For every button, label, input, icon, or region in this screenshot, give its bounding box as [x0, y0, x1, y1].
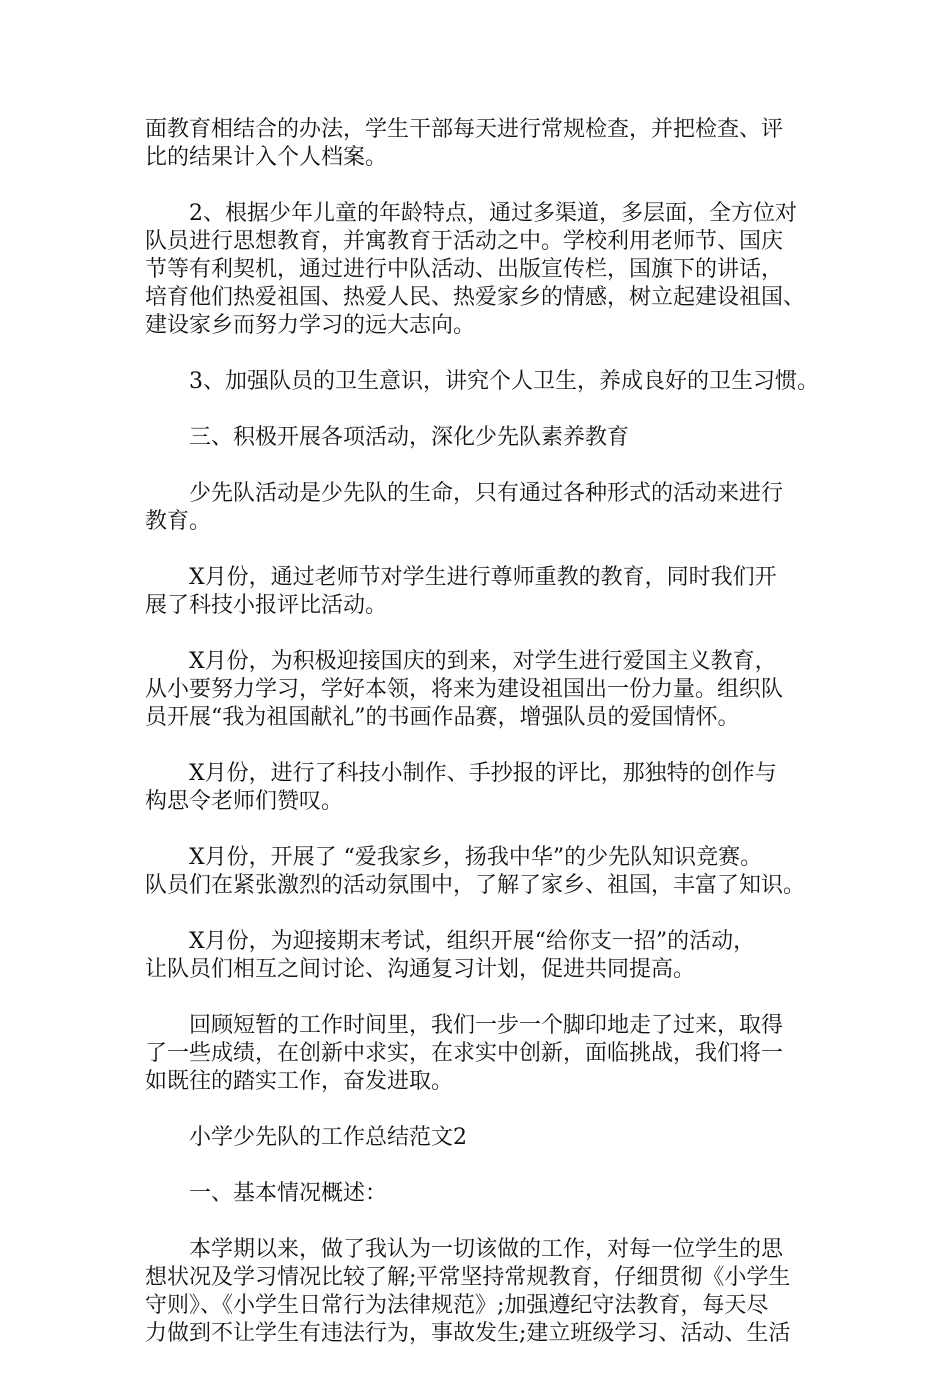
document-body	[145, 116, 819, 1376]
paragraph-review	[145, 1012, 813, 1096]
text-line: 3、加强队员的卫生意识，讲究个人卫生，养成良好的卫生习惯。	[189, 369, 819, 394]
text-line: X月份，为迎接期末考试，组织开展“给你支一招”的活动，	[189, 929, 756, 954]
text-line: 员开展“我为祖国献礼”的书画作品赛，增强队员的爱国情怀。	[145, 705, 740, 730]
text-line: X月份，开展了 “爱我家乡，扬我中华”的少先队知识竞赛。	[189, 845, 763, 870]
text-line: X月份，通过老师节对学生进行尊师重教的教育，同时我们开	[189, 565, 777, 590]
text-line: X月份，进行了科技小制作、手抄报的评比，那独特的创作与	[189, 761, 777, 786]
text-line: 建设家乡而努力学习的远大志向。	[145, 313, 476, 338]
paragraph-month-1	[145, 564, 813, 620]
text-line: 节等有利契机，通过进行中队活动、出版宣传栏，国旗下的讲话，	[145, 257, 784, 282]
text-line: 了一些成绩，在创新中求实，在求实中创新，面临挑战，我们将一	[145, 1041, 784, 1066]
text-line: 一、基本情况概述：	[189, 1181, 388, 1206]
paragraph-month-3	[145, 760, 813, 816]
text-line: 构思令老师们赞叹。	[145, 789, 344, 814]
text-line: 力做到不让学生有违法行为，事故发生;建立班级学习、活动、生活	[145, 1321, 791, 1346]
text-line: 让队员们相互之间讨论、沟通复习计划，促进共同提高。	[145, 957, 696, 982]
text-line: 如既往的踏实工作，奋发进取。	[145, 1069, 454, 1094]
paragraph-continuation	[145, 116, 813, 172]
text-line: 2、根据少年儿童的年龄特点，通过多渠道，多层面，全方位对	[189, 201, 797, 226]
text-line: 教育。	[145, 509, 212, 534]
paragraph-month-5	[145, 928, 813, 984]
paragraph-item-3	[145, 368, 819, 396]
paragraph-overview	[145, 1236, 813, 1348]
paragraph-month-4	[145, 844, 813, 900]
text-line: 想状况及学习情况比较了解;平常坚持常规教育，仔细贯彻《小学生	[145, 1265, 791, 1290]
text-line: 三、积极开展各项活动，深化少先队素养教育	[189, 425, 630, 450]
section-heading-3	[145, 424, 813, 452]
section-heading-1	[145, 1180, 813, 1208]
paragraph-month-2	[145, 648, 813, 732]
text-line: 培育他们热爱祖国、热爱人民、热爱家乡的情感，树立起建设祖国、	[145, 285, 806, 310]
text-line: 面教育相结合的办法，学生干部每天进行常规检查，并把检查、评	[145, 117, 784, 142]
text-line: 小学少先队的工作总结范文2	[189, 1125, 467, 1150]
text-line: 比的结果计入个人档案。	[145, 145, 388, 170]
text-line: 从小要努力学习，学好本领，将来为建设祖国出一份力量。组织队	[145, 677, 784, 702]
paragraph-activities-intro	[145, 480, 813, 536]
text-line: 守则》、《小学生日常行为法律规范》;加强遵纪守法教育，每天尽	[145, 1293, 769, 1318]
text-line: 展了科技小报评比活动。	[145, 593, 388, 618]
text-line: 少先队活动是少先队的生命，只有通过各种形式的活动来进行	[189, 481, 784, 506]
document-subtitle	[145, 1124, 813, 1152]
text-line: 回顾短暂的工作时间里，我们一步一个脚印地走了过来，取得	[189, 1013, 784, 1038]
paragraph-item-2	[145, 200, 813, 340]
text-line: 队员进行思想教育，并寓教育于活动之中。学校利用老师节、国庆	[145, 229, 784, 254]
text-line: X月份，为积极迎接国庆的到来，对学生进行爱国主义教育，	[189, 649, 777, 674]
text-line: 本学期以来，做了我认为一切该做的工作，对每一位学生的思	[189, 1237, 784, 1262]
text-line: 队员们在紧张激烈的活动氛围中，了解了家乡、祖国，丰富了知识。	[145, 873, 806, 898]
